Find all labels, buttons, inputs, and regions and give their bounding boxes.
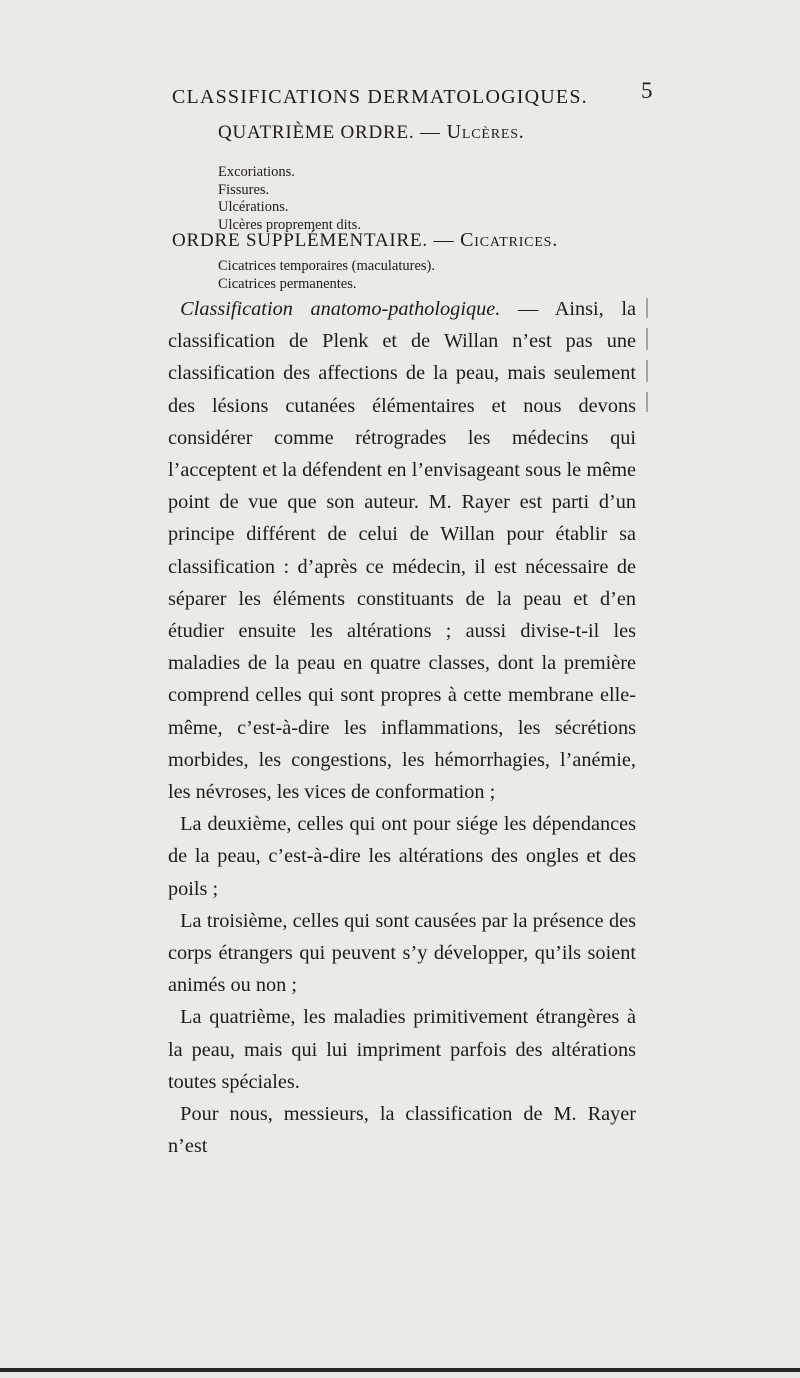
page-number: 5 [641, 78, 653, 103]
margin-mark [646, 360, 648, 382]
running-head: CLASSIFICATIONS DERMATOLOGIQUES. [172, 86, 588, 108]
paragraph-1-italic-lead: Classification anatomo-pathologique. [180, 298, 501, 320]
list-item: Excoriations. [218, 164, 295, 180]
bottom-edge-rule [0, 1368, 800, 1372]
list-item: Cicatrices temporaires (maculatures). [218, 258, 435, 274]
paragraph-1-text: — Ainsi, la classification de Plenk et de Willan n’est pas une classification des affections de la peau, mais seulement des lésions cutanées élémentaires et nous devons considérer comme rétrogrades les médecins qui l’acceptent et la défendent en l’envisageant sous le même point de vue que son auteur. M. Rayer est parti d’un principe différent de celui de Willan pour établir sa classification : d’après ce médecin, il est nécessaire de séparer les éléments constituants de la peau et d’en étudier ensuite les altérations ; aussi divise-t-il les maladies de la peau en quatre classes, dont la première comprend celles qui sont propres à cette membrane elle-même, c’est-à-dire les inflammations, les sécrétions morbides, les congestions, les hémorrhagies, l’anémie, les névroses, les vices de conformation ; [168, 298, 636, 804]
section-heading-quatrieme-ordre [218, 121, 525, 144]
paragraph-3: La troisième, celles qui sont causées par la présence des corps étrangers qui peuvent s’y développer, qu’ils soient animés ou non ; [168, 909, 636, 997]
paragraph-4: La quatrième, les maladies primitivement étrangères à la peau, mais qui lui impriment parfois des altérations toutes spéciales. [168, 1006, 636, 1093]
list-item: Ulcères proprement dits. [218, 216, 361, 233]
cicatrices-list [218, 258, 435, 293]
section-title: ORDRE SUPPLÉMENTAIRE. [172, 230, 428, 251]
body-text [168, 293, 636, 1162]
section-title: QUATRIÈME ORDRE. [218, 122, 415, 143]
ulceres-list [218, 164, 361, 234]
section-heading-ordre-supplementaire [172, 229, 558, 252]
paragraph-1 [168, 293, 636, 808]
section-subtitle: — Ulcères. [420, 121, 525, 143]
list-item: Cicatrices permanentes. [218, 275, 357, 292]
margin-mark [646, 392, 648, 412]
margin-mark [646, 298, 648, 318]
margin-mark [646, 328, 648, 350]
section-subtitle: — Cicatrices. [433, 229, 559, 251]
list-item: Ulcérations. [218, 199, 289, 215]
paragraph-2: La deuxième, celles qui ont pour siége les dépendances de la peau, c’est-à-dire les altérations des ongles et des poils ; [168, 813, 636, 900]
list-item: Fissures. [218, 181, 270, 198]
paragraph-5: Pour nous, messieurs, la classification de M. Rayer n’est [168, 1103, 636, 1158]
